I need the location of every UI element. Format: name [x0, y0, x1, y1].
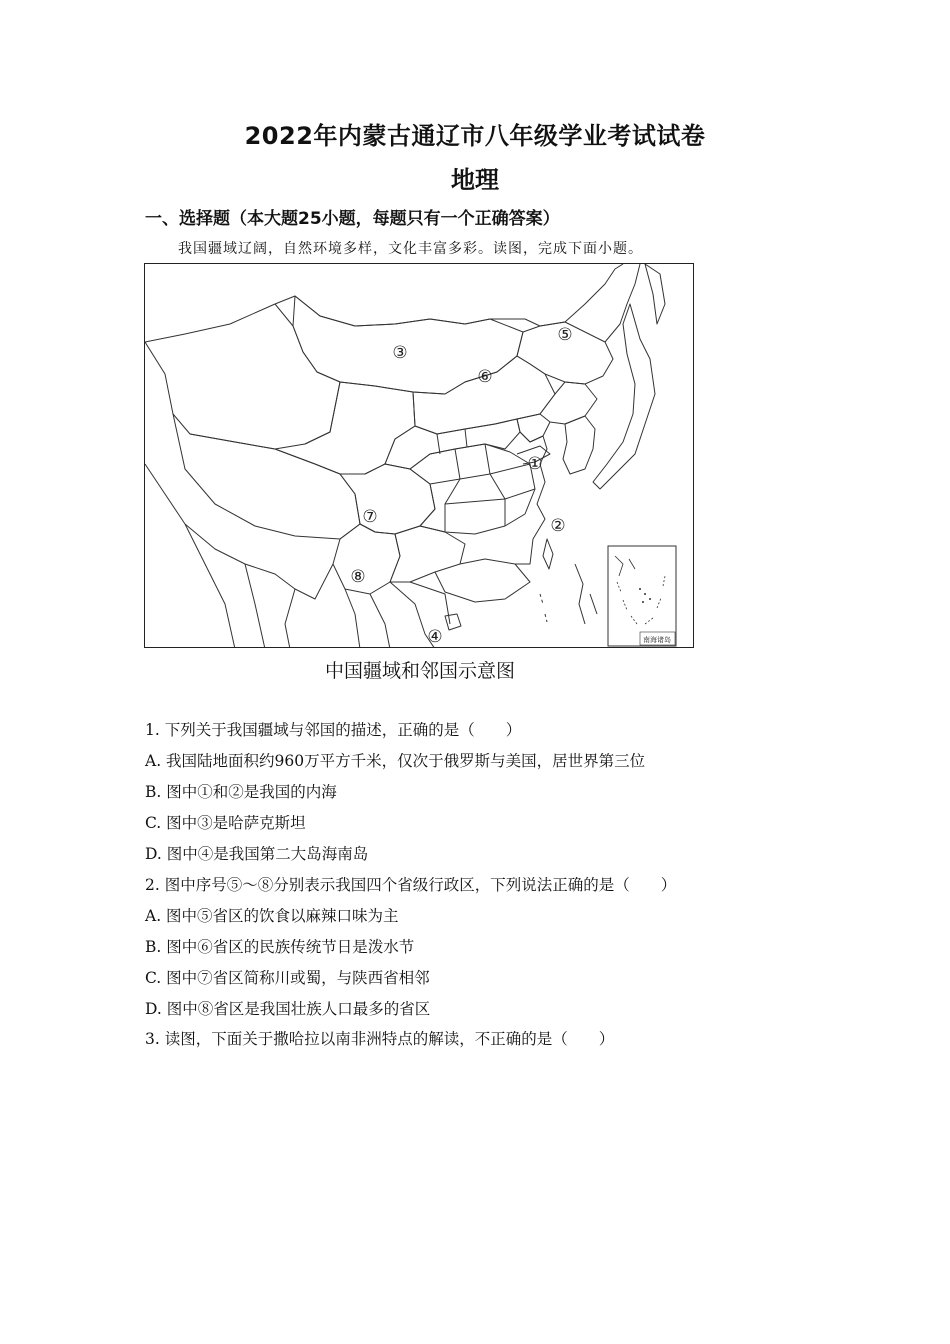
- question-1-option-a: A. 我国陆地面积约960万平方千米，仅次于俄罗斯与美国，居世界第三位: [145, 752, 646, 770]
- question-1-stem: 1. 下列关于我国疆域与邻国的描述，正确的是（ ）: [145, 721, 522, 739]
- section-intro: 我国疆域辽阔，自然环境多样，文化丰富多彩。读图，完成下面小题。: [178, 241, 643, 257]
- russia-far-east-coast: [565, 264, 640, 342]
- map-label-4: ④: [427, 627, 443, 647]
- map-label-3: ③: [392, 343, 408, 363]
- central-provinces: [410, 444, 535, 534]
- map-label-5: ⑤: [557, 325, 573, 345]
- china-map-drawing: [145, 264, 694, 648]
- japan-outline: [593, 304, 655, 489]
- tibet-outline: [173, 414, 360, 539]
- china-map: [144, 263, 694, 648]
- xinjiang-outline: [145, 304, 340, 449]
- section-heading: 一、选择题（本大题25小题，每题只有一个正确答案）: [145, 209, 560, 229]
- map-label-2: ②: [550, 516, 566, 536]
- inset-label: 南海诸岛: [643, 636, 671, 644]
- exam-subject: 地理: [451, 166, 499, 194]
- northern-border-line: [145, 296, 565, 342]
- south-asia-border: [145, 464, 333, 599]
- qinghai-gansu: [275, 382, 415, 474]
- taiwan-island: [543, 539, 553, 569]
- question-3-stem: 3. 读图，下面关于撒哈拉以南非洲特点的解读，不正确的是（ ）: [145, 1030, 615, 1048]
- map-label-6: ⑥: [477, 367, 493, 387]
- question-1-option-d: D. 图中④是我国第二大岛海南岛: [145, 845, 369, 863]
- exam-title: 2022年内蒙古通辽市八年级学业考试试卷: [244, 122, 706, 150]
- northeast-provinces: [517, 382, 597, 442]
- question-2-option-d: D. 图中⑧省区是我国壮族人口最多的省区: [145, 1000, 431, 1018]
- question-2-option-b: B. 图中⑥省区的民族传统节日是泼水节: [145, 938, 415, 956]
- india-lines: [185, 524, 295, 648]
- korea-outline: [563, 416, 595, 474]
- question-2-option-c: C. 图中⑦省区简称川或蜀，与陕西省相邻: [145, 969, 430, 987]
- map-label-8: ⑧: [350, 567, 366, 587]
- map-label-1: ①: [527, 454, 543, 474]
- province-8-outline: [333, 524, 400, 594]
- south-sea-dashes: [540, 594, 547, 622]
- province-7-outline: [340, 464, 435, 534]
- south-sea-inset: [608, 546, 676, 646]
- question-1-option-b: B. 图中①和②是我国的内海: [145, 783, 337, 801]
- map-caption: 中国疆域和邻国示意图: [324, 660, 515, 682]
- sakhalin-outline: [645, 264, 665, 324]
- map-label-7: ⑦: [362, 507, 378, 527]
- philippines-islands: [575, 564, 597, 624]
- north-china-provinces: [385, 419, 520, 469]
- question-1-option-c: C. 图中③是哈萨克斯坦: [145, 814, 306, 832]
- south-provinces: [390, 526, 530, 602]
- question-2-option-a: A. 图中⑤省区的饮食以麻辣口味为主: [145, 907, 399, 925]
- hainan-island: [445, 614, 461, 630]
- question-2-stem: 2. 图中序号⑤～⑧分别表示我国四个省级行政区，下列说法正确的是（ ）: [145, 876, 677, 894]
